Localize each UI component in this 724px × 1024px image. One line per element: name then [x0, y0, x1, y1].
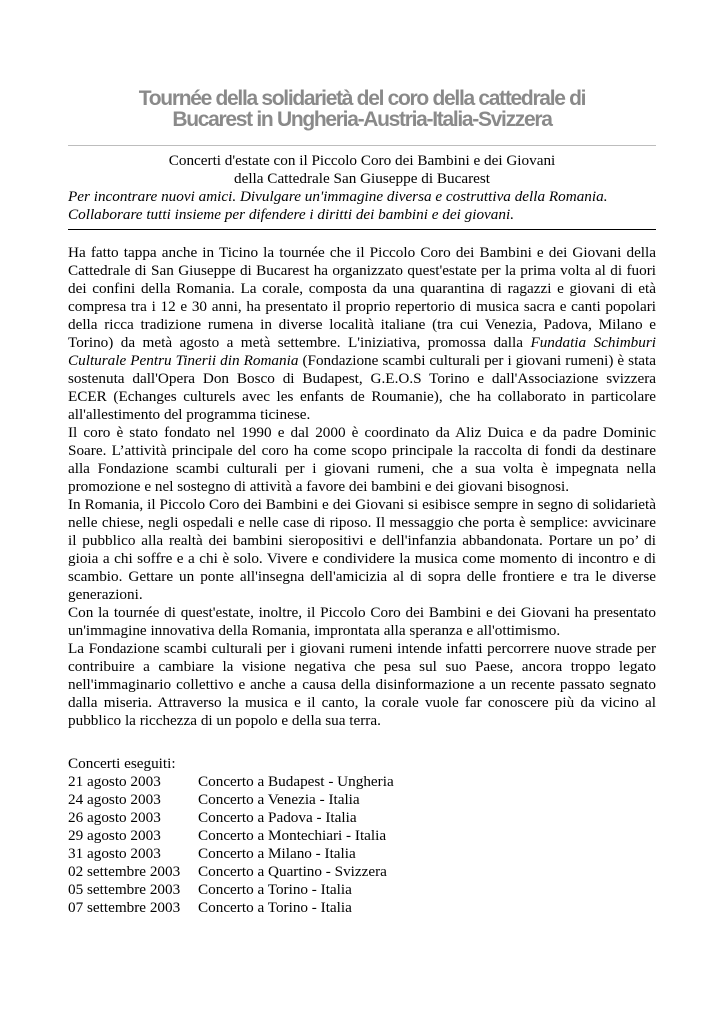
- concert-event: Concerto a Quartino - Svizzera: [198, 863, 387, 880]
- concert-list: [68, 755, 656, 917]
- concert-date: 24 agosto 2003: [68, 791, 161, 808]
- concert-row: [68, 863, 656, 881]
- paragraph-1-start: Ha fatto tappa anche in Ticino la tournée che il Piccolo Coro dei Bambini e dei Giovani della Cattedrale di San Giuseppe di Bucarest ha organizzato quest'estate per la prima volta al di fuori dei confini della Romania. La corale, composta da una quarantina di ragazzi e giovani di età compresa tra i 12 e 30 anni, ha presentato il proprio repertorio di musica sacra e canti popolari della ricca tradizione rumena in diverse località italiane (tra cui Venezia, Padova, Milano e Torino) da metà agosto a metà settembre. L'iniziativa, promossa dalla: [68, 244, 656, 351]
- concert-event: Concerto a Torino - Italia: [198, 899, 352, 916]
- subheading-italic-2: Collaborare tutti insieme per difendere i diritti dei bambini e dei giovani.: [68, 206, 515, 223]
- article-body: [68, 244, 656, 730]
- concert-date: 26 agosto 2003: [68, 809, 161, 826]
- concert-event: Concerto a Milano - Italia: [198, 845, 356, 862]
- subheading-italic-1: Per incontrare nuovi amici. Divulgare un'immagine diversa e costruttiva della Romania.: [68, 188, 608, 205]
- foundation-name: Fundatia Schimburi Culturale Pentru Tinerii din Romania: [68, 334, 657, 369]
- concert-date: 07 settembre 2003: [68, 899, 181, 916]
- concert-date: 05 settembre 2003: [68, 881, 181, 898]
- concert-event: Concerto a Montechiari - Italia: [198, 827, 387, 844]
- concert-row: [68, 845, 656, 863]
- subheading-line-1: Concerti d'estate con il Piccolo Coro dei Bambini e dei Giovani: [168, 152, 556, 169]
- concert-row: [68, 773, 656, 791]
- concert-row: [68, 881, 656, 899]
- concert-event: Concerto a Venezia - Italia: [198, 791, 360, 808]
- title-line-1: Tournée della solidarietà del coro della cattedrale di: [138, 87, 586, 110]
- paragraph-1-end: (Fondazione scambi culturali per i giovani rumeni) è stata sostenuta dall'Opera Don Bosco di Budapest, G.E.O.S Torino e dall'Associazione svizzera ECER (Echanges culturels avec les enfants de Roumanie), che ha collaborato in particolare all'allestimento del programma ticinese.: [68, 352, 657, 423]
- subheading-underline: [68, 229, 656, 230]
- paragraph-1: [68, 244, 656, 424]
- title-line-2: Bucarest in Ungheria-Austria-Italia-Svizzera: [172, 108, 552, 131]
- concert-date: 29 agosto 2003: [68, 827, 161, 844]
- concert-event: Concerto a Budapest - Ungheria: [198, 773, 394, 790]
- concert-rows: [68, 773, 656, 917]
- paragraph-4: Con la tournée di quest'estate, inoltre, il Piccolo Coro dei Bambini e dei Giovani ha presentato un'immagine innovativa della Romania, improntata alla speranza e all'ottimismo.: [68, 604, 656, 639]
- concert-date: 21 agosto 2003: [68, 773, 161, 790]
- document-title: [68, 88, 656, 130]
- subheading: [68, 152, 656, 224]
- concert-row: [68, 809, 656, 827]
- concert-date: 02 settembre 2003: [68, 863, 181, 880]
- concert-event: Concerto a Padova - Italia: [198, 809, 357, 826]
- concert-date: 31 agosto 2003: [68, 845, 161, 862]
- concert-list-heading: Concerti eseguiti:: [68, 755, 176, 772]
- concert-row: [68, 899, 656, 917]
- concert-row: [68, 791, 656, 809]
- concert-row: [68, 827, 656, 845]
- paragraph-5: La Fondazione scambi culturali per i giovani rumeni intende infatti percorrere nuove strade per contribuire a cambiare la visione negativa che pesa sul suo Paese, ancora troppo legato nell'immaginario collettivo e anche a causa della disinformazione a un recente passato segnato dalla miseria. Attraverso la musica e il canto, la corale vuole far conoscere più da vicino al pubblico la ricchezza di un popolo e della sua terra.: [68, 640, 656, 729]
- title-divider: [68, 145, 656, 146]
- concert-event: Concerto a Torino - Italia: [198, 881, 352, 898]
- paragraph-2: Il coro è stato fondato nel 1990 e dal 2000 è coordinato da Aliz Duica e da padre Dominic Soare. L’attività principale del coro ha come scopo principale la raccolta di fondi da destinare alla Fondazione scambi culturali per i giovani rumeni, che a sua volta è impegnata nella promozione e nel sostegno di attività a favore dei bambini e dei giovani bisognosi.: [68, 424, 656, 495]
- subheading-line-2: della Cattedrale San Giuseppe di Bucarest: [234, 170, 490, 187]
- paragraph-3: In Romania, il Piccolo Coro dei Bambini e dei Giovani si esibisce sempre in segno di solidarietà nelle chiese, negli ospedali e nelle case di riposo. Il messaggio che porta è semplice: avvicinare il pubblico alla realtà dei bambini sieropositivi e dell'infanzia abbandonata. Portare un po’ di gioia a chi soffre e a chi è solo. Vivere e condividere la musica come momento di incontro e di scambio. Gettare un ponte all'insegna dell'amicizia al di sopra delle frontiere e tra le diverse generazioni.: [68, 496, 656, 603]
